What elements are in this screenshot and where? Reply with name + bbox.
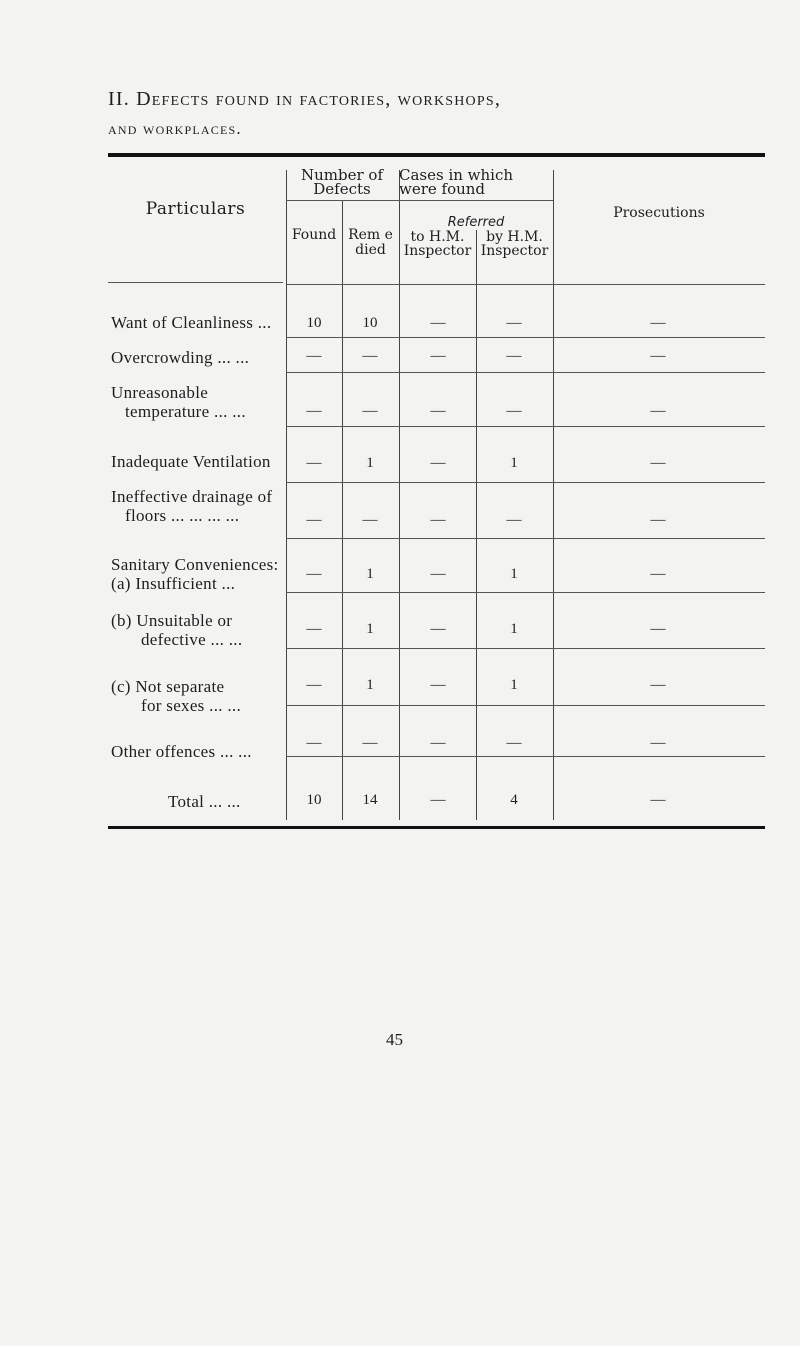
cell-to-hm: — [430, 512, 446, 528]
row-label-ventilation [111, 452, 271, 471]
total-prosecutions: — [650, 792, 666, 808]
cell-remedied: 1 [366, 566, 374, 582]
label-line: (a) Insufficient ... [111, 574, 236, 593]
label-line: (c) Not separate [111, 677, 225, 696]
label-line: (b) Unsuitable or [111, 611, 233, 630]
col-divider [286, 170, 287, 820]
cell-prosecutions: — [650, 512, 666, 528]
label-line: Sanitary Conveniences: [111, 555, 279, 574]
header-prosecutions: Prosecutions [613, 205, 705, 221]
header-rule [286, 200, 553, 201]
cell-found: — [306, 512, 322, 528]
title-line-2: and workplaces. [108, 119, 242, 138]
header-remedied-2: died [355, 242, 386, 258]
cell-remedied: 1 [366, 677, 374, 693]
cell-prosecutions: — [650, 735, 666, 751]
label-line: temperature ... ... [125, 402, 246, 421]
title-text: Defects found in factories, workshops, [136, 88, 502, 110]
cell-found: — [306, 621, 322, 637]
row-label-other [111, 742, 252, 761]
cell-to-hm: — [430, 455, 446, 471]
cell-found: — [306, 566, 322, 582]
cell-prosecutions: — [650, 403, 666, 419]
cell-remedied: — [362, 735, 378, 751]
total-remedied: 14 [362, 792, 378, 808]
cell-to-hm: — [430, 348, 446, 364]
header-number-of: Number of [300, 166, 383, 184]
cell-to-hm: — [430, 621, 446, 637]
row-rule [286, 482, 765, 483]
row-rule [286, 705, 765, 706]
cell-by-hm: — [506, 403, 522, 419]
label-line: Ineffective drainage of [111, 487, 273, 506]
cell-remedied: 10 [362, 315, 378, 331]
header-particulars: Particulars [145, 199, 246, 219]
cell-by-hm: — [506, 315, 522, 331]
row-rule [286, 337, 765, 338]
label-line: for sexes ... ... [141, 696, 241, 715]
header-by-hm-1: by H.M. [486, 229, 543, 245]
total-found: 10 [306, 792, 322, 808]
label-line: defective ... ... [141, 630, 243, 649]
row-rule [286, 372, 765, 373]
col-divider [476, 230, 477, 820]
cell-remedied: 1 [366, 621, 374, 637]
row-rule [286, 756, 765, 757]
row-label-temperature [111, 383, 246, 421]
header-were-found: were found [399, 180, 486, 198]
cell-remedied: — [362, 348, 378, 364]
header-remedied-1: Rem e [348, 227, 393, 243]
header-found: Found [291, 227, 337, 243]
header-referred: Referred [447, 215, 505, 230]
cell-prosecutions: — [650, 455, 666, 471]
total-to-hm: — [430, 792, 446, 808]
cell-remedied: — [362, 512, 378, 528]
col-divider [553, 170, 554, 820]
label-line: Unreasonable [111, 383, 209, 402]
row-rule [286, 648, 765, 649]
header-rule [286, 284, 765, 285]
row-label-unsuitable [111, 611, 242, 649]
cell-by-hm: — [506, 735, 522, 751]
cell-to-hm: — [430, 403, 446, 419]
label-line: Want of Cleanliness ... [111, 313, 272, 332]
row-rule [286, 538, 765, 539]
row-label-sanitary-insufficient [111, 555, 279, 593]
header-defects: Defects [313, 180, 371, 198]
header-cases-in-which: Cases in which [399, 166, 514, 184]
row-label-overcrowding [111, 348, 249, 367]
row-rule [286, 426, 765, 427]
cell-prosecutions: — [650, 677, 666, 693]
cell-found: — [306, 677, 322, 693]
cell-by-hm: 1 [510, 677, 518, 693]
col-divider [342, 200, 343, 820]
row-label-drainage [111, 487, 272, 525]
page-number: 45 [386, 1030, 403, 1049]
cell-to-hm: — [430, 315, 446, 331]
cell-found: — [306, 455, 322, 471]
section-numeral: II. [108, 88, 130, 110]
row-label-total: Total ... ... [168, 792, 241, 811]
label-line: Other offences ... ... [111, 742, 252, 761]
cell-found: — [306, 348, 322, 364]
cell-found: — [306, 735, 322, 751]
label-line: Overcrowding ... ... [111, 348, 250, 367]
cell-by-hm: — [506, 512, 522, 528]
header-rule [108, 282, 283, 283]
cell-remedied: — [362, 403, 378, 419]
header-to-hm-2: Inspector [403, 243, 472, 259]
cell-to-hm: — [430, 566, 446, 582]
cell-remedied: 1 [366, 455, 374, 471]
row-rule [286, 592, 765, 593]
table-top-rule [108, 153, 765, 157]
cell-to-hm: — [430, 677, 446, 693]
cell-prosecutions: — [650, 566, 666, 582]
page-title [108, 84, 748, 144]
table-bottom-rule [108, 826, 765, 829]
total-by-hm: 4 [510, 792, 518, 808]
cell-found: — [306, 403, 322, 419]
cell-to-hm: — [430, 735, 446, 751]
cell-by-hm: 1 [510, 455, 518, 471]
label-line: floors ... ... ... ... [125, 506, 240, 525]
cell-by-hm: — [506, 348, 522, 364]
row-label-not-separate [111, 677, 241, 715]
cell-found: 10 [306, 315, 322, 331]
header-by-hm-2: Inspector [480, 243, 549, 259]
header-to-hm-1: to H.M. [410, 229, 465, 245]
cell-by-hm: 1 [510, 621, 518, 637]
cell-prosecutions: — [650, 348, 666, 364]
col-divider [399, 170, 400, 820]
cell-by-hm: 1 [510, 566, 518, 582]
row-label-cleanliness [111, 313, 271, 332]
title-line-1 [108, 84, 748, 114]
cell-prosecutions: — [650, 621, 666, 637]
label-line: Inadequate Ventilation [111, 452, 271, 471]
cell-prosecutions: — [650, 315, 666, 331]
